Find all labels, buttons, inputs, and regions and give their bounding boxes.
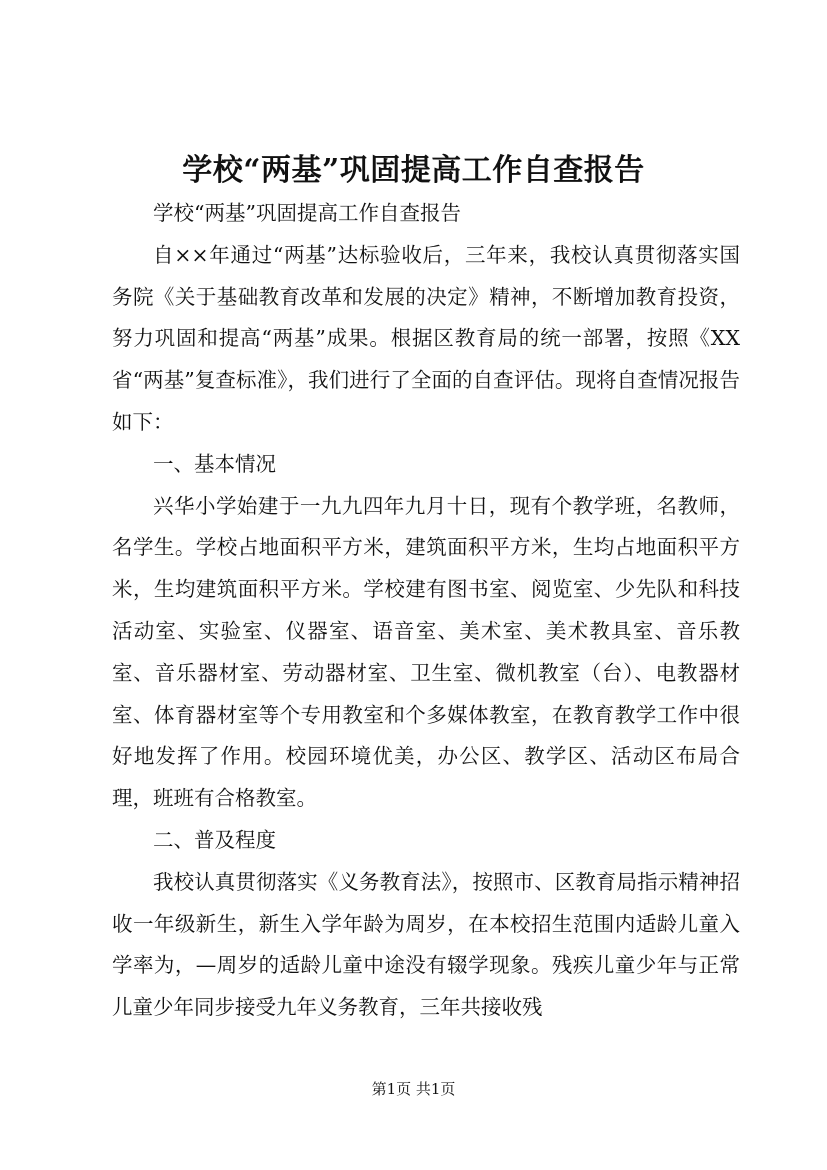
document-title: 学校“两基”巩固提高工作自查报告 — [182, 153, 645, 188]
section-heading-basic-info: 一、基本情况 — [153, 451, 276, 476]
section-heading-popularization: 二、普及程度 — [153, 827, 276, 852]
paragraph-basic-info: 兴华小学始建于一九九四年九月十日，现有个教学班，名教师，名学生。学校占地面积平方米，建筑面积平方米，生均占地面积平方米，生均建筑面积平方米。学校建有图书室、阅览室、少先队和科技活动室、实验室、仪器室、语音室、美术室、美术教具室、音乐教室、音乐器材室、劳动器材室、卫生室、微机教室（台）、电教器材室、体育器材室等个专用教室和个多媒体教室，在教育教学工作中很好地发挥了作用。校园环境优美，办公区、教学区、活动区布局合理，班班有合格教室。 — [112, 493, 740, 811]
paragraph-subtitle: 学校“两基”巩固提高工作自查报告 — [153, 201, 461, 225]
page-footer: 第1页 共1页 — [371, 1080, 456, 1098]
document-body — [112, 193, 740, 1029]
paragraph-intro: 自××年通过“两基”达标验收后，三年来，我校认真贯彻落实国务院《关于基础教育改革和发展的决定》精神，不断增加教育投资，努力巩固和提高“两基”成果。根据区教育局的统一部署，按照《XX省“两基”复查标准》，我们进行了全面的自查评估。现将自查情况报告如下： — [112, 242, 740, 434]
paragraph-popularization: 我校认真贯彻落实《义务教育法》，按照市、区教育局指示精神招收一年级新生，新生入学年龄为周岁，在本校招生范围内适龄儿童入学率为，—周岁的适龄儿童中途没有辍学现象。残疾儿童少年与正常儿童少年同步接受九年义务教育，三年共接收残 — [112, 869, 740, 1020]
